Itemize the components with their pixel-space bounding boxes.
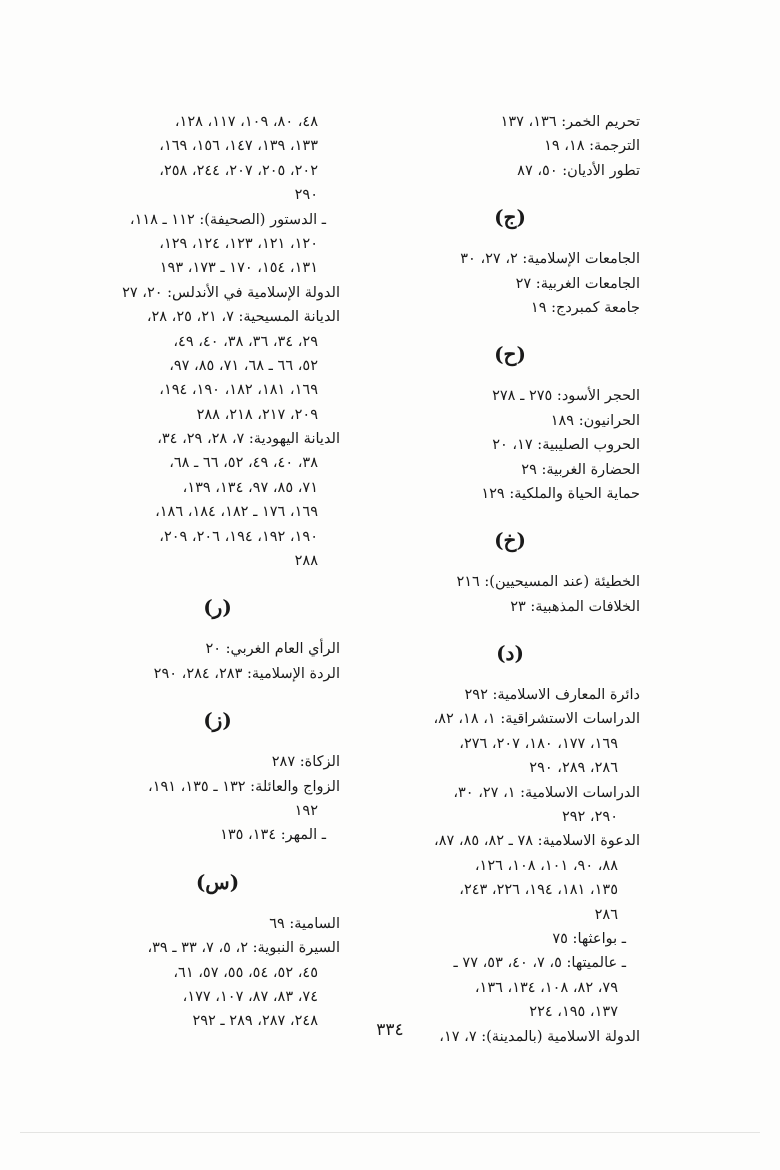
index-entry-continuation: ١٦٩، ١٧٦ ـ ١٨٢، ١٨٤، ١٨٦،	[155, 504, 318, 521]
index-entry: جامعة كمبردج: ١٩	[530, 299, 640, 316]
index-entry-continuation: ٧٤، ٨٣، ٨٧، ١٠٧، ١٧٧،	[182, 988, 318, 1005]
page-number: ٣٣٤	[376, 1020, 404, 1040]
index-entry: الدولة الإسلامية في الأندلس: ٢٠، ٢٧	[122, 284, 340, 301]
index-entry: السامية: ٦٩	[269, 915, 340, 932]
index-entry: الجامعات الإسلامية: ٢، ٢٧، ٣٠	[460, 251, 640, 268]
index-subentry: ـ بواعثها: ٧٥	[552, 930, 626, 947]
index-entry-continuation: ٨٨، ٩٠، ١٠١، ١٠٨، ١٢٦،	[474, 857, 618, 874]
index-entry-continuation: ٢٨٦، ٢٨٩، ٢٩٠	[529, 760, 618, 777]
index-subentry: ـ المهر: ١٣٤، ١٣٥	[220, 827, 326, 844]
index-entry: الدراسات الاسلامية: ١، ٢٧، ٣٠،	[453, 784, 640, 801]
section-letter-heading: (ر)	[203, 595, 232, 620]
index-column-right	[380, 110, 640, 1049]
index-entry: السيرة النبوية: ٢، ٥، ٧، ٣٣ ـ ٣٩،	[147, 940, 340, 957]
index-entry: الدعوة الاسلامية: ٧٨ ـ ٨٢، ٨٥، ٨٧،	[434, 833, 640, 850]
index-column-left	[95, 110, 340, 1034]
index-entry: الدراسات الاستشراقية: ١، ١٨، ٨٢،	[433, 711, 640, 728]
index-entry: تطور الأديان: ٥٠، ٨٧	[517, 162, 640, 179]
index-entry-continuation: ٢٩، ٣٤، ٣٦، ٣٨، ٤٠، ٤٩،	[173, 333, 318, 350]
index-entry-continuation: ٢٨٦	[594, 906, 618, 923]
index-entry: الجامعات الغربية: ٢٧	[515, 275, 640, 292]
section-letter-heading: (ج)	[494, 205, 526, 230]
section-letter-heading: (س)	[195, 869, 240, 894]
index-entry: الحروب الصليبية: ١٧، ٢٠	[492, 437, 640, 454]
index-entry-continuation: ٢٠٩، ٢١٧، ٢١٨، ٢٨٨	[196, 406, 318, 423]
index-entry: الدولة الاسلامية (بالمدينة): ٧، ١٧،	[439, 1028, 640, 1045]
index-entry: الحضارة الغربية: ٢٩	[521, 461, 640, 478]
index-entry-continuation: ١٩٠، ١٩٢، ١٩٤، ٢٠٦، ٢٠٩،	[159, 528, 318, 545]
index-entry-continuation: ٤٨، ٨٠، ١٠٩، ١١٧، ١٢٨،	[174, 114, 318, 130]
section-letter-heading: (ح)	[494, 342, 526, 367]
index-entry: الزكاة: ٢٨٧	[271, 754, 340, 771]
index-entry-continuation: ٢٠٢، ٢٠٥، ٢٠٧، ٢٤٤، ٢٥٨،	[159, 162, 318, 179]
index-entry: الزواج والعائلة: ١٣٢ ـ ١٣٥، ١٩١،	[148, 778, 340, 795]
index-subentry: ـ الدستور (الصحيفة): ١١٢ ـ ١١٨،	[129, 211, 326, 228]
index-entry: الديانة المسيحية: ٧، ٢١، ٢٥، ٢٨،	[146, 309, 340, 326]
index-entry: دائرة المعارف الاسلامية: ٢٩٢	[464, 687, 640, 704]
index-entry-continuation: ١٣٣، ١٣٩، ١٤٧، ١٥٦، ١٦٩،	[159, 138, 318, 155]
section-letter-heading: (خ)	[494, 528, 526, 553]
index-entry-continuation: ٢٤٨، ٢٨٧، ٢٨٩ ـ ٢٩٢	[192, 1013, 318, 1030]
index-entry: الترجمة: ١٨، ١٩	[544, 138, 640, 155]
index-entry: حماية الحياة والملكية: ١٢٩	[481, 485, 640, 502]
index-entry-continuation: ١٣١، ١٥٤، ١٧٠ ـ ١٧٣، ١٩٣	[159, 260, 318, 277]
section-letter-heading: (ز)	[203, 708, 232, 733]
index-entry-continuation: ١٦٩، ١٨١، ١٨٢، ١٩٠، ١٩٤،	[159, 382, 318, 399]
index-entry-continuation: ١٩٢	[294, 802, 318, 819]
index-entry: الديانة اليهودية: ٧، ٢٨، ٢٩، ٣٤،	[157, 431, 340, 448]
section-letter-heading: (د)	[496, 641, 524, 666]
index-subentry: ـ عالميتها: ٥، ٧، ٤٠، ٥٣، ٧٧ ـ	[453, 955, 626, 972]
index-entry-continuation: ١٣٥، ١٨١، ١٩٤، ٢٢٦، ٢٤٣،	[459, 882, 618, 899]
index-entry: الحجر الأسود: ٢٧٥ ـ ٢٧٨	[492, 388, 640, 405]
index-entry: الرأي العام الغربي: ٢٠	[205, 641, 340, 658]
index-entry-continuation: ١٦٩، ١٧٧، ١٨٠، ٢٠٧، ٢٧٦،	[459, 735, 618, 752]
index-entry-continuation: ٢٨٨	[294, 553, 318, 570]
index-entry-continuation: ٣٨، ٤٠، ٤٩، ٥٢، ٦٦ ـ ٦٨،	[169, 455, 318, 472]
index-entry: الخطيئة (عند المسيحيين): ٢١٦	[456, 574, 640, 591]
index-entry-continuation: ٥٢، ٦٦ ـ ٦٨، ٧١، ٨٥، ٩٧،	[169, 357, 318, 374]
index-entry: الخلافات المذهبية: ٢٣	[510, 598, 640, 615]
index-entry: الحرانيون: ١٨٩	[550, 412, 640, 429]
index-entry-continuation: ١٢٠، ١٢١، ١٢٣، ١٢٤، ١٢٩،	[159, 235, 318, 252]
index-entry-continuation: ٢٩٠، ٢٩٢	[561, 809, 618, 826]
index-entry-continuation: ٢٩٠	[294, 187, 318, 204]
index-entry-continuation: ٤٥، ٥٢، ٥٤، ٥٥، ٥٧، ٦١،	[173, 964, 318, 981]
index-entry-continuation: ٧١، ٨٥، ٩٧، ١٣٤، ١٣٩،	[182, 479, 318, 496]
index-entry: تحريم الخمر: ١٣٦، ١٣٧	[500, 114, 640, 130]
index-entry: الردة الإسلامية: ٢٨٣، ٢٨٤، ٢٩٠	[153, 665, 340, 682]
index-entry-continuation: ٧٩، ٨٢، ١٠٨، ١٣٤، ١٣٦،	[474, 979, 618, 996]
index-entry-continuation: ١٣٧، ١٩٥، ٢٢٤	[529, 1004, 618, 1021]
page-edge-divider	[20, 1132, 760, 1133]
